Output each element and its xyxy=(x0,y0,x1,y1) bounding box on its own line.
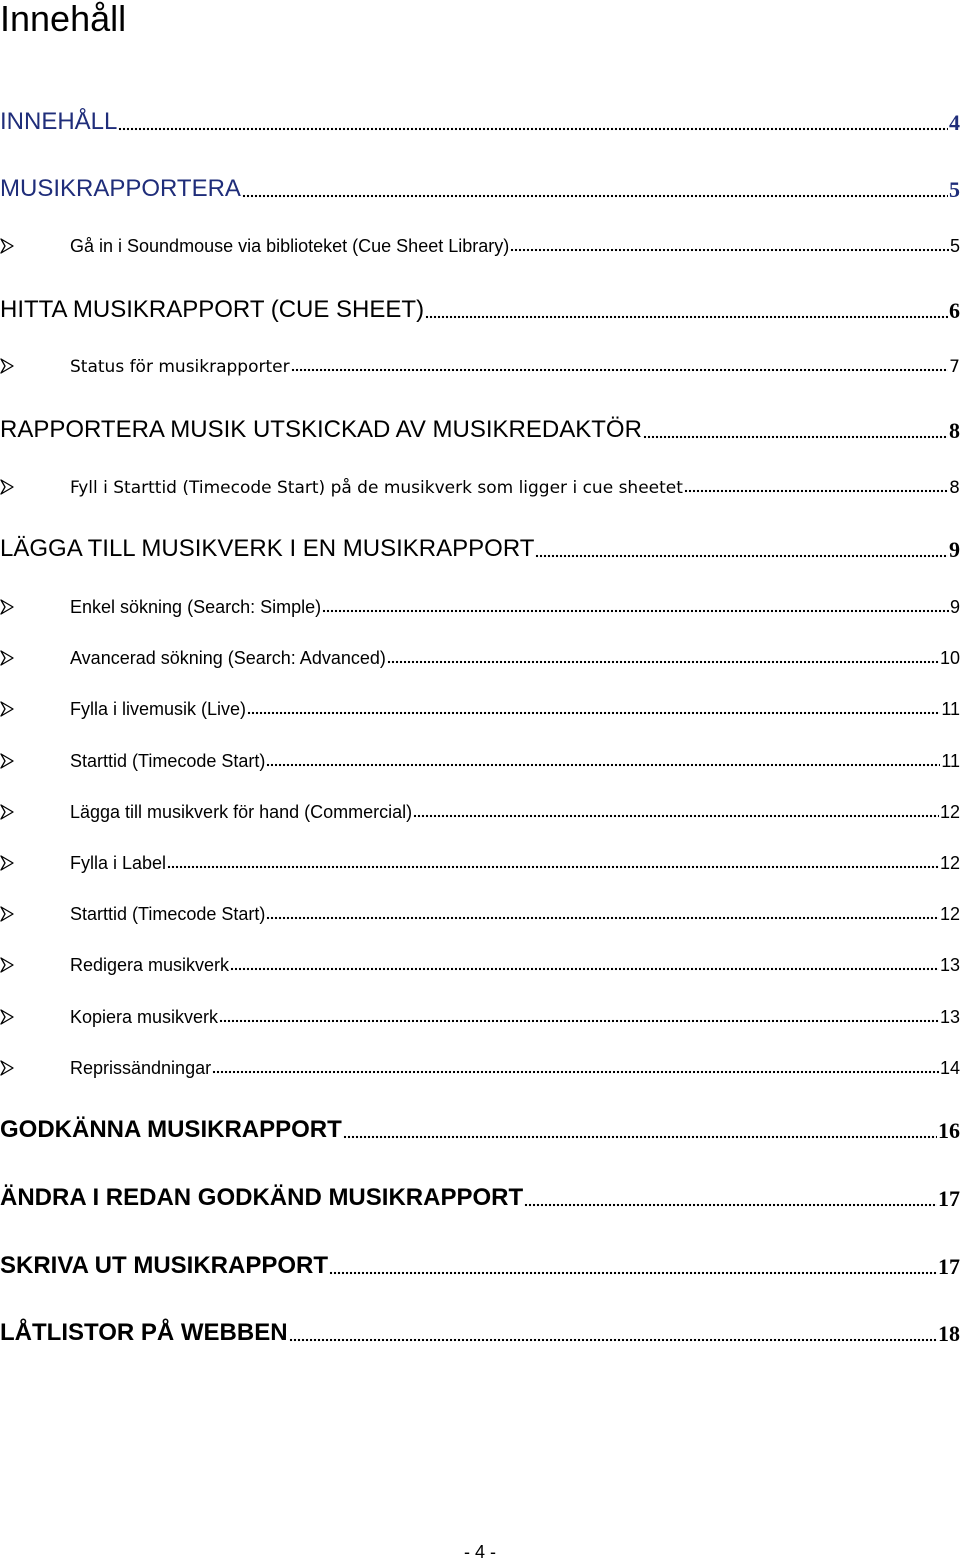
toc-entry-title: GODKÄNNA MUSIKRAPPORT xyxy=(0,1116,342,1143)
toc-entry-title: LÄGGA TILL MUSIKVERK I EN MUSIKRAPPORT xyxy=(0,535,535,562)
toc-entry-page: 18 xyxy=(938,1321,960,1346)
toc-entry-title: ÄNDRA I REDAN GODKÄND MUSIKRAPPORT xyxy=(0,1184,524,1211)
toc-entry-page: 5 xyxy=(949,236,960,256)
arrow-bullet-icon xyxy=(0,647,70,669)
dot-leader xyxy=(510,246,949,252)
toc-entry-page: 16 xyxy=(938,1118,960,1143)
toc-entry-title: Starttid (Timecode Start) xyxy=(70,751,266,771)
toc-entry-lagga-till-musikverk[interactable] xyxy=(0,535,960,563)
toc-entry-page: 8 xyxy=(949,478,960,498)
toc-entry-title: Enkel sökning (Search: Simple) xyxy=(70,597,322,617)
dot-leader xyxy=(247,709,940,715)
toc-entry-page: 7 xyxy=(949,357,960,377)
toc-entry-lagga-till-for-hand[interactable] xyxy=(0,795,960,823)
dot-leader xyxy=(242,192,948,198)
toc-entry-title: Fyll i Starttid (Timecode Start) på de musikverk som ligger i cue sheetet xyxy=(70,478,683,498)
toc-entry-title: Fylla i livemusik (Live) xyxy=(70,699,247,719)
dot-leader xyxy=(219,1017,939,1023)
arrow-bullet-icon xyxy=(0,596,70,618)
toc-entry-title: RAPPORTERA MUSIK UTSKICKAD AV MUSIKREDAKTÖR xyxy=(0,416,642,443)
dot-leader xyxy=(524,1201,937,1207)
toc-entry-status-musikrapporter[interactable] xyxy=(0,349,960,377)
toc-entry-page: 12 xyxy=(939,853,960,873)
toc-entry-title: SKRIVA UT MUSIKRAPPORT xyxy=(0,1252,329,1279)
toc-entry-page: 4 xyxy=(949,110,960,135)
page-title: Innehåll xyxy=(0,0,127,39)
arrow-bullet-icon xyxy=(0,903,70,925)
dot-leader xyxy=(230,965,939,971)
toc-entry-page: 11 xyxy=(941,751,960,771)
dot-leader xyxy=(535,552,948,558)
toc-entry-page: 10 xyxy=(939,648,960,668)
toc-entry-title: Lägga till musikverk för hand (Commercial) xyxy=(70,802,413,822)
dot-leader xyxy=(266,761,940,767)
dot-leader xyxy=(212,1068,939,1074)
dot-leader xyxy=(643,433,948,439)
toc-entry-title: LÅTLISTOR PÅ WEBBEN xyxy=(0,1319,288,1346)
toc-entry-title: Gå in i Soundmouse via biblioteket (Cue Sheet Library) xyxy=(70,236,510,256)
toc-entry-title: INNEHÅLL xyxy=(0,108,118,135)
toc-entry-godkanna-musikrapport[interactable] xyxy=(0,1116,960,1144)
toc-entry-kopiera-musikverk[interactable] xyxy=(0,1000,960,1028)
toc-entry-page: 14 xyxy=(939,1058,960,1078)
dot-leader xyxy=(322,607,949,613)
toc-entry-enkel-sokning[interactable] xyxy=(0,590,960,618)
toc-entry-soundmouse-bibliotek[interactable] xyxy=(0,229,960,257)
toc-entry-page: 13 xyxy=(939,955,960,975)
arrow-bullet-icon xyxy=(0,852,70,874)
toc-entry-title: Fylla i Label xyxy=(70,853,167,873)
toc-entry-title: Kopiera musikverk xyxy=(70,1007,219,1027)
toc-entry-starttid-2[interactable] xyxy=(0,897,960,925)
dot-leader xyxy=(329,1269,937,1275)
toc-entry-page: 12 xyxy=(939,904,960,924)
arrow-bullet-icon xyxy=(0,801,70,823)
toc-entry-title: Starttid (Timecode Start) xyxy=(70,904,266,924)
dot-leader xyxy=(684,487,948,493)
toc-entry-page: 17 xyxy=(938,1186,960,1211)
dot-leader xyxy=(291,366,949,372)
toc-entry-andra-godkand[interactable] xyxy=(0,1184,960,1212)
toc-entry-latlistor-pa-webben[interactable] xyxy=(0,1319,960,1347)
toc-entry-fylla-i-livemusik[interactable] xyxy=(0,692,960,720)
toc-entry-fylla-i-label[interactable] xyxy=(0,846,960,874)
toc-entry-page: 12 xyxy=(939,802,960,822)
page-number-footer: - 4 - xyxy=(463,1542,496,1562)
toc-entry-page: 8 xyxy=(949,418,960,443)
toc-entry-fyll-i-starttid[interactable] xyxy=(0,470,960,498)
dot-leader xyxy=(413,812,939,818)
arrow-bullet-icon xyxy=(0,355,70,377)
dot-leader xyxy=(289,1336,937,1342)
dot-leader xyxy=(118,125,948,131)
arrow-bullet-icon xyxy=(0,750,70,772)
arrow-bullet-icon xyxy=(0,235,70,257)
arrow-bullet-icon xyxy=(0,476,70,498)
toc-entry-title: Redigera musikverk xyxy=(70,955,230,975)
toc-entry-page: 9 xyxy=(949,597,960,617)
toc-entry-reprissandningar[interactable] xyxy=(0,1051,960,1079)
arrow-bullet-icon xyxy=(0,1057,70,1079)
dot-leader xyxy=(167,863,939,869)
toc-entry-title: Reprissändningar xyxy=(70,1058,212,1078)
dot-leader xyxy=(425,313,948,319)
arrow-bullet-icon xyxy=(0,954,70,976)
toc-entry-page: 13 xyxy=(939,1007,960,1027)
toc-entry-page: 6 xyxy=(949,298,960,323)
toc-entry-musikrapportera[interactable] xyxy=(0,175,960,203)
toc-entry-page: 17 xyxy=(938,1254,960,1279)
toc-entry-rapportera-musik[interactable] xyxy=(0,416,960,444)
toc-entry-skriva-ut[interactable] xyxy=(0,1252,960,1280)
arrow-bullet-icon xyxy=(0,698,70,720)
toc-entry-redigera-musikverk[interactable] xyxy=(0,948,960,976)
toc-entry-title: Status för musikrapporter xyxy=(70,357,290,377)
dot-leader xyxy=(387,658,939,664)
toc-entry-title: MUSIKRAPPORTERA xyxy=(0,175,241,202)
toc-entry-page: 9 xyxy=(949,537,960,562)
toc-entry-starttid-1[interactable] xyxy=(0,744,960,772)
toc-entry-innehall[interactable] xyxy=(0,108,960,136)
toc-entry-avancerad-sokning[interactable] xyxy=(0,641,960,669)
toc-entry-title: HITTA MUSIKRAPPORT (CUE SHEET) xyxy=(0,296,425,323)
dot-leader xyxy=(266,914,939,920)
dot-leader xyxy=(343,1133,937,1139)
arrow-bullet-icon xyxy=(0,1006,70,1028)
toc-entry-hitta-musikrapport[interactable] xyxy=(0,296,960,324)
toc-entry-page: 11 xyxy=(941,699,960,719)
toc-entry-title: Avancerad sökning (Search: Advanced) xyxy=(70,648,386,668)
toc-entry-page: 5 xyxy=(949,177,960,202)
